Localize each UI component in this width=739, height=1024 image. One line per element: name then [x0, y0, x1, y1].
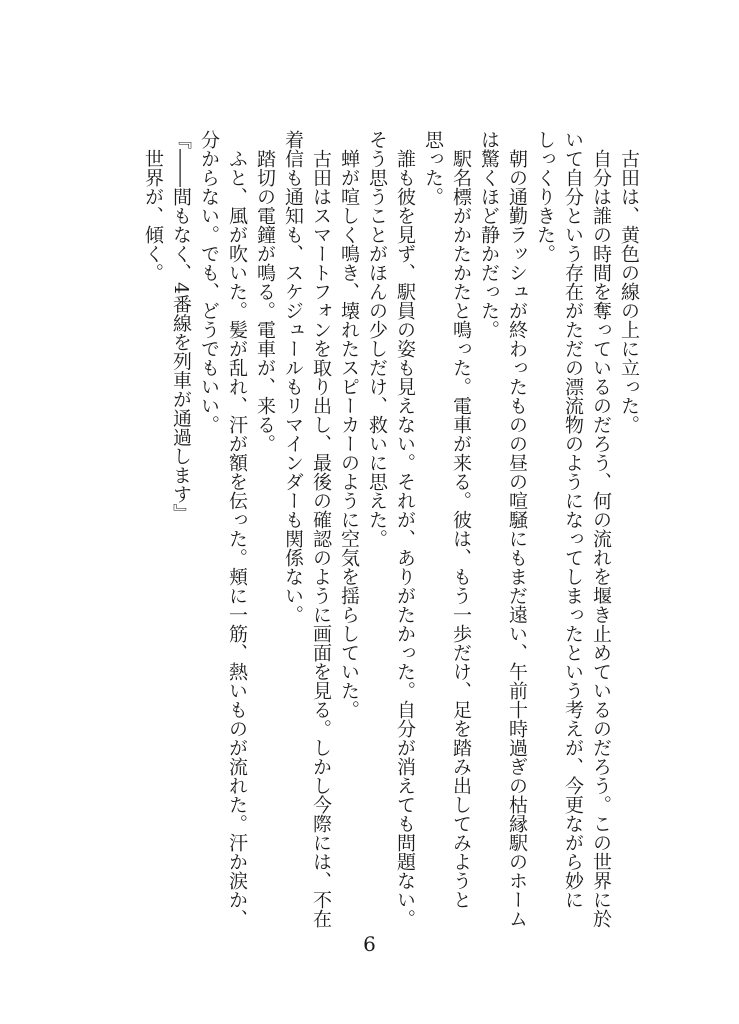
text-line: そう思うことがほんの少しだけ、救いに思えた。	[366, 130, 388, 548]
text-line: いて自分という存在がただの漂流物のようになってしまったという考えが、今更ながら妙に	[562, 130, 584, 909]
text-line: 古田はスマートフォンを取り出し、最後の確認のように画面を見る。しかし今際には、不在	[310, 130, 332, 928]
vertical-text-body	[139, 130, 643, 928]
text-line: 自分は誰の時間を奪っているのだろう、何の流れを堰き止めているのだろう。この世界に於	[590, 130, 612, 928]
text-line: 古田は、黄色の線の上に立った。	[618, 130, 640, 434]
page-number: 6	[363, 932, 376, 956]
text-line: 思った。	[422, 130, 444, 206]
text-line: ふと、風が吹いた。髪が乱れ、汗が額を伝った。頬に一筋、熱いものが流れた。汗か涙か、	[226, 130, 248, 928]
text-line: 駅名標がかたかたと鳴った。電車が来る。彼は、もう一歩だけ、足を踏み出してみようと	[450, 130, 472, 909]
text-line: 朝の通勤ラッシュが終わったものの昼の喧騒にもまだ遠い、午前十時過ぎの枯縁駅のホーム	[506, 130, 528, 928]
text-line: は驚くほど静かだった。	[478, 130, 500, 339]
text-line: 分からない。でも、どうでもいい。	[198, 130, 220, 434]
text-line: 世界が、傾く。	[142, 130, 164, 282]
text-line: 誰も彼を見ず、駅員の姿も見えない。それが、ありがたかった。自分が消えても問題ない。	[394, 130, 416, 928]
text-line: 着信も通知も、スケジュールもリマインダーも関係ない。	[282, 130, 304, 624]
text-line: 蝉が喧しく鳴き、壊れたスピーカーのように空気を揺らしていた。	[338, 130, 360, 719]
text-line: 踏切の電鐘が鳴る。電車が、来る。	[254, 130, 276, 453]
text-line: 『――間もなく、4番線を列車が通過します』	[170, 130, 192, 523]
text-line: しっくりきた。	[534, 130, 556, 263]
